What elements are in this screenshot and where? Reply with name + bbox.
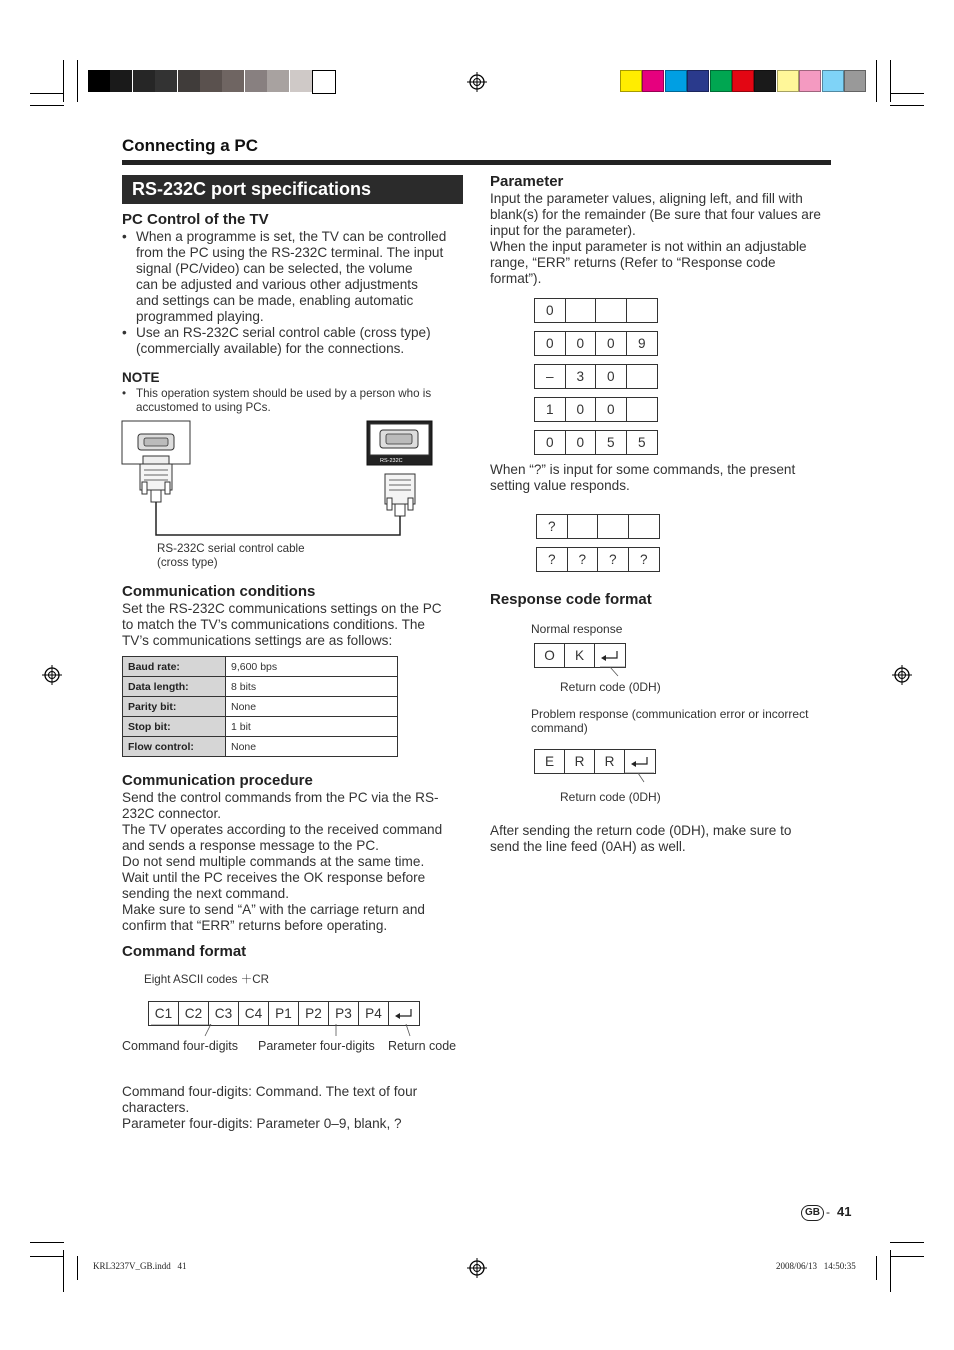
code-cell: 1 (535, 398, 566, 421)
code-cell: O (535, 644, 565, 667)
code-cell: 0 (566, 332, 597, 355)
text-line: (cross type) (157, 556, 218, 569)
conditions-value: None (226, 697, 398, 717)
code-cell: ? (537, 548, 568, 571)
conditions-row (123, 657, 398, 677)
text-line: • When a programme is set, the TV can be controlled (136, 229, 447, 244)
parameter-example-box (534, 397, 658, 422)
color-swatch (620, 70, 642, 92)
region-badge (801, 1205, 824, 1221)
cable-label (157, 542, 305, 570)
code-cell (627, 398, 658, 421)
conditions-key: Baud rate: (123, 657, 226, 677)
code-cell: E (535, 750, 565, 773)
text-line: When the input parameter is not within an adjustable (490, 239, 807, 254)
conditions-key: Flow control: (123, 737, 226, 757)
text-line: Wait until the PC receives the OK response before (122, 870, 426, 885)
gray-swatch (133, 70, 155, 92)
parameter-example-box (534, 430, 658, 455)
parameter-heading: Parameter (490, 173, 564, 190)
serial-cable (156, 502, 400, 535)
problem-return-code-label: Return code (0DH) (560, 790, 661, 804)
text-line: (commercially available) for the connections. (136, 341, 405, 356)
text-line: TV’s communications settings are as follows: (122, 633, 393, 648)
normal-response-label: Normal response (531, 622, 623, 636)
text-line: to match the TV’s communications conditions. The (122, 617, 425, 632)
conditions-text (122, 601, 467, 649)
code-cell: 0 (535, 431, 566, 454)
code-cell: P2 (299, 1002, 329, 1025)
gray-swatch (222, 70, 244, 92)
text-line: sending the next command. (122, 886, 290, 901)
file-info: KRL3237V_GB.indd 41 (93, 1261, 187, 1271)
color-swatch (844, 70, 866, 92)
conditions-value: None (226, 737, 398, 757)
label-return-code: Return code (388, 1039, 457, 1053)
enter-return-icon (389, 1002, 419, 1025)
gray-swatch (88, 70, 110, 92)
conditions-row (123, 697, 398, 717)
color-swatch (799, 70, 821, 92)
code-cell: ? (598, 548, 629, 571)
code-cell (566, 299, 597, 322)
text-line: RS-232C serial control cable (157, 542, 305, 555)
text-line: setting value responds. (490, 478, 630, 493)
code-cell (627, 299, 658, 322)
color-swatch (687, 70, 709, 92)
code-cell: P3 (329, 1002, 359, 1025)
registration-mark-icon (467, 72, 487, 92)
code-cell: 5 (596, 431, 627, 454)
enter-return-icon (595, 644, 625, 667)
text-line: signal (PC/video) can be selected, the volume (136, 261, 413, 276)
code-cell: ? (537, 515, 568, 538)
page-separator: - (826, 1205, 830, 1219)
command-format-heading: Command format (122, 943, 247, 960)
code-cell: P4 (359, 1002, 389, 1025)
text-line: 232C connector. (122, 806, 221, 821)
code-cell: 0 (535, 299, 566, 322)
tv-cable-plug (385, 474, 415, 516)
note-text (122, 387, 467, 415)
text-line: Make sure to send “A” with the carriage return and (122, 902, 425, 917)
color-swatch (754, 70, 776, 92)
pc-cable-plug (140, 456, 172, 502)
text-line: format”). (490, 271, 542, 286)
registration-mark-icon (892, 665, 912, 685)
conditions-key: Parity bit: (123, 697, 226, 717)
text-line: When “?” is input for some commands, the present (490, 462, 796, 477)
text-line: and sends a response message to the PC. (122, 838, 379, 853)
code-cell: K (565, 644, 595, 667)
label-parameter-four-digits: Parameter four-digits (258, 1039, 375, 1053)
problem-response-label (531, 707, 808, 735)
text-line: • Use an RS-232C serial control cable (cross type) (136, 325, 431, 340)
code-cell (568, 515, 599, 538)
normal-response-box (534, 643, 626, 668)
parameter-example-box (534, 364, 658, 389)
text-line: After sending the return code (0DH), make sure to (490, 823, 792, 838)
procedure-heading: Communication procedure (122, 772, 313, 789)
registration-mark-icon (467, 1258, 487, 1278)
normal-return-code-label: Return code (0DH) (560, 680, 661, 694)
text-line: Set the RS-232C communications settings on the PC (122, 601, 442, 616)
conditions-row (123, 737, 398, 757)
code-cell: C1 (149, 1002, 179, 1025)
gray-swatch (245, 70, 267, 92)
problem-response-box (534, 749, 656, 774)
gray-swatch (290, 70, 312, 92)
text-line: confirm that “ERR” returns before operating. (122, 918, 388, 933)
conditions-value: 1 bit (226, 717, 398, 737)
code-cell: C2 (179, 1002, 209, 1025)
conditions-key: Data length: (123, 677, 226, 697)
text-line: can be adjusted and various other adjustments (136, 277, 418, 292)
color-swatch (710, 70, 732, 92)
text-line: Input the parameter values, aligning left, and fill with (490, 191, 803, 206)
region-badge-text: GB (805, 1207, 820, 1218)
banner-title: RS-232C port specifications (132, 179, 372, 199)
code-cell: ? (639, 552, 648, 567)
code-cell: 9 (637, 336, 646, 351)
gray-swatch (267, 70, 289, 92)
text-line: command) (531, 721, 588, 735)
conditions-row (123, 677, 398, 697)
conditions-value: 8 bits (226, 677, 398, 697)
code-cell: C3 (209, 1002, 239, 1025)
color-swatch (665, 70, 687, 92)
text-line: programmed playing. (136, 309, 264, 324)
command-format-box (148, 1001, 420, 1026)
text-line: input for the parameter). (490, 223, 636, 238)
parameter-example-box (534, 331, 658, 356)
code-cell: 5 (637, 435, 646, 450)
color-swatch (642, 70, 664, 92)
code-cell: P1 (269, 1002, 299, 1025)
text-line: The TV operates according to the received command (122, 822, 443, 837)
text-line: and settings can be made, enabling automatic (136, 293, 414, 308)
enter-return-icon (625, 750, 655, 773)
normal-return-leader (600, 666, 630, 680)
code-cell: 0 (596, 398, 627, 421)
query-example-box (536, 514, 660, 539)
code-cell: 0 (596, 332, 627, 355)
parameter-example-box (534, 298, 658, 323)
gray-swatch (155, 70, 177, 92)
gray-swatch (110, 70, 132, 92)
section-title: Connecting a PC (122, 136, 259, 155)
pc-control-bullets (122, 229, 467, 357)
code-cell: 3 (566, 365, 597, 388)
text-line: Command four-digits: Command. The text of four (122, 1084, 418, 1099)
banner (122, 175, 463, 204)
tv-serial-connector (367, 421, 432, 465)
query-text (490, 462, 835, 494)
section-rule (122, 160, 831, 165)
code-cell: 0 (535, 332, 566, 355)
conditions-row (123, 717, 398, 737)
code-cell: 0 (596, 365, 627, 388)
text-line: Do not send multiple commands at the same time. (122, 854, 425, 869)
text-line: from the PC using the RS-232C terminal. The input (136, 245, 444, 260)
conditions-table (122, 656, 398, 757)
color-swatch (732, 70, 754, 92)
problem-return-leader (624, 772, 658, 786)
code-cell (596, 299, 627, 322)
code-cell: R (565, 750, 595, 773)
after-text (490, 823, 835, 855)
code-cell: C4 (239, 1002, 269, 1025)
text-line: accustomed to using PCs. (136, 401, 271, 414)
timestamp: 2008/06/13 14:50:35 (776, 1261, 856, 1271)
query-example-box (536, 547, 660, 572)
code-cell: 0 (566, 398, 597, 421)
text-line: • This operation system should be used by a person who is (136, 387, 432, 400)
code-cell: R (595, 750, 625, 773)
text-line: send the line feed (0AH) as well. (490, 839, 686, 854)
response-heading: Response code format (490, 591, 652, 608)
procedure-text (122, 790, 467, 934)
conditions-heading: Communication conditions (122, 583, 316, 600)
code-cell: ? (568, 548, 599, 571)
code-cell: – (535, 365, 566, 388)
note-heading: NOTE (122, 370, 160, 385)
gray-swatch (312, 70, 336, 94)
text-line: characters. (122, 1100, 190, 1115)
code-cell (598, 515, 629, 538)
text-line: Parameter four-digits: Parameter 0–9, blank, ? (122, 1116, 402, 1131)
color-swatch (777, 70, 799, 92)
conditions-value: 9,600 bps (226, 657, 398, 677)
command-format-leaders (148, 1024, 428, 1038)
text-line: Send the control commands from the PC via the RS- (122, 790, 439, 805)
connection-diagram (118, 418, 448, 543)
registration-mark-icon (42, 665, 62, 685)
gray-swatch (200, 70, 222, 92)
pc-control-bullet-1 (122, 229, 467, 325)
text-line: Problem response (communication error or incorrect (531, 707, 809, 721)
command-format-description (122, 1084, 467, 1132)
code-cell: 0 (566, 431, 597, 454)
conditions-key: Stop bit: (123, 717, 226, 737)
command-format-caption: Eight ASCII codes ＋CR (144, 973, 270, 986)
label-command-four-digits: Command four-digits (122, 1039, 239, 1053)
gray-swatch (178, 70, 200, 92)
svg-text:RS-232C: RS-232C (380, 458, 403, 464)
parameter-text (490, 191, 835, 287)
page-number: 41 (837, 1204, 852, 1219)
code-cell (629, 515, 660, 538)
text-line: range, “ERR” returns (Refer to “Response code (490, 255, 776, 270)
code-cell (627, 365, 658, 388)
pc-control-bullet-2 (122, 325, 467, 357)
pc-control-heading: PC Control of the TV (122, 211, 269, 228)
color-swatch (822, 70, 844, 92)
text-line: blank(s) for the remainder (Be sure that four values are (490, 207, 821, 222)
